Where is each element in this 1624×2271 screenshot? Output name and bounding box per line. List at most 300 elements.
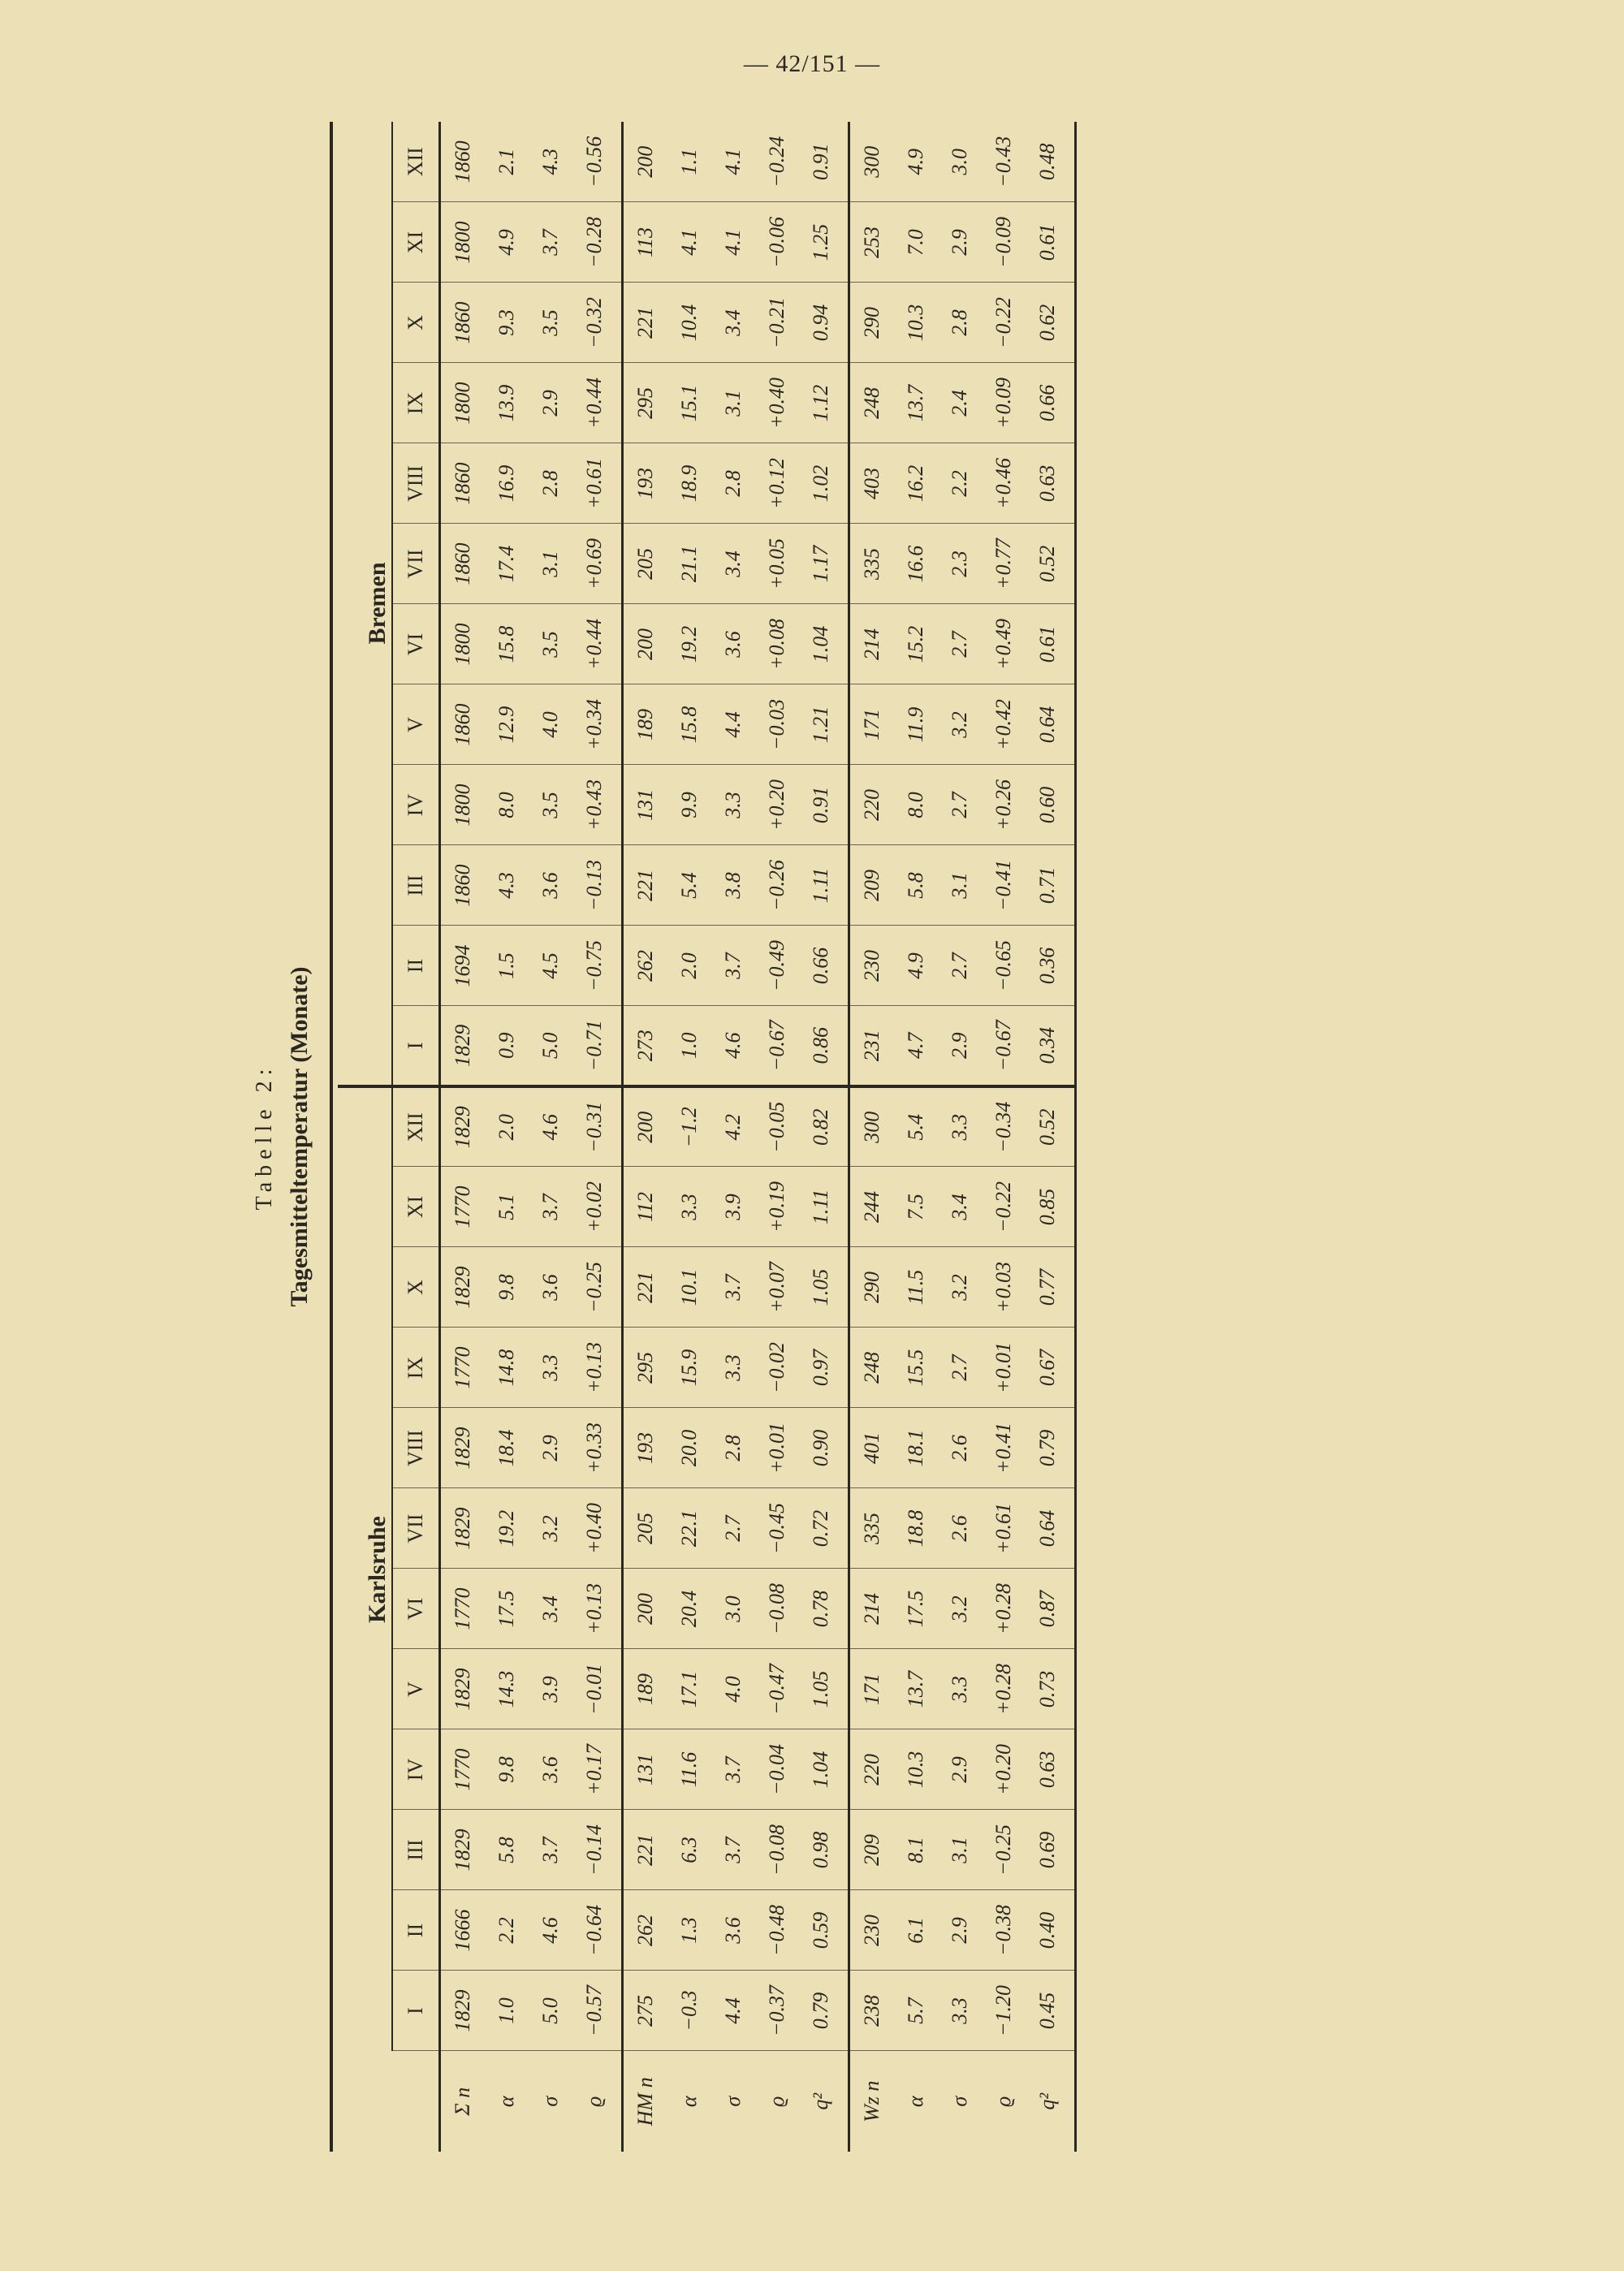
month-header-spacer bbox=[392, 2051, 440, 2152]
cell-bremen: 0.34 bbox=[1026, 1006, 1076, 1086]
cell-bremen: −0.09 bbox=[982, 202, 1026, 283]
section-label-hm: HM bbox=[633, 2092, 657, 2126]
cell-karlsruhe: 171 bbox=[849, 1649, 895, 1729]
cell-bremen: 221 bbox=[623, 845, 668, 926]
station-karlsruhe: Karlsruhe bbox=[338, 1086, 392, 2051]
cell-karlsruhe: −0.02 bbox=[755, 1328, 799, 1408]
cell-karlsruhe: 230 bbox=[849, 1890, 895, 1971]
cell-karlsruhe: +0.28 bbox=[982, 1569, 1026, 1649]
cell-karlsruhe: 1770 bbox=[440, 1328, 486, 1408]
cell-bremen: 1800 bbox=[440, 202, 486, 283]
cell-bremen: 2.2 bbox=[938, 443, 982, 524]
cell-bremen: −0.56 bbox=[572, 122, 623, 202]
cell-bremen: +0.44 bbox=[572, 363, 623, 443]
cell-bremen: 3.8 bbox=[711, 845, 755, 926]
cell-bremen: −0.49 bbox=[755, 926, 799, 1006]
row-symbol: α bbox=[677, 2096, 701, 2108]
table-row bbox=[623, 122, 668, 2152]
cell-karlsruhe: 2.7 bbox=[938, 1328, 982, 1408]
cell-bremen: −0.65 bbox=[982, 926, 1026, 1006]
cell-bremen: 15.8 bbox=[667, 684, 711, 765]
cell-karlsruhe: 5.8 bbox=[485, 1810, 529, 1890]
cell-bremen: 220 bbox=[849, 765, 895, 845]
cell-bremen: 3.5 bbox=[529, 765, 572, 845]
month-header-bremen-VII: VII bbox=[392, 524, 440, 604]
month-header-bremen-VIII: VIII bbox=[392, 443, 440, 524]
cell-karlsruhe: 205 bbox=[623, 1488, 668, 1569]
cell-karlsruhe: 214 bbox=[849, 1569, 895, 1649]
cell-karlsruhe: −0.14 bbox=[572, 1810, 623, 1890]
row-label-hm bbox=[799, 2051, 849, 2152]
cell-bremen: 1.25 bbox=[799, 202, 849, 283]
cell-karlsruhe: 1829 bbox=[440, 1247, 486, 1328]
cell-bremen: 2.7 bbox=[938, 926, 982, 1006]
cell-karlsruhe: 4.6 bbox=[529, 1890, 572, 1971]
cell-bremen: 0.60 bbox=[1026, 765, 1076, 845]
cell-bremen: 1860 bbox=[440, 443, 486, 524]
cell-karlsruhe: 0.97 bbox=[799, 1328, 849, 1408]
row-label-wz bbox=[1026, 2051, 1076, 2152]
cell-karlsruhe: 200 bbox=[623, 1569, 668, 1649]
cell-karlsruhe: 0.59 bbox=[799, 1890, 849, 1971]
row-symbol: q² bbox=[1035, 2092, 1059, 2110]
cell-bremen: 2.9 bbox=[529, 363, 572, 443]
cell-karlsruhe: 9.8 bbox=[485, 1729, 529, 1810]
cell-bremen: 19.2 bbox=[667, 604, 711, 684]
cell-bremen: 221 bbox=[623, 283, 668, 363]
cell-bremen: 200 bbox=[623, 122, 668, 202]
table-row bbox=[485, 122, 529, 2152]
cell-karlsruhe: −0.57 bbox=[572, 1971, 623, 2051]
cell-bremen: 1.21 bbox=[799, 684, 849, 765]
cell-bremen: 209 bbox=[849, 845, 895, 926]
cell-bremen: 15.8 bbox=[485, 604, 529, 684]
cell-karlsruhe: 1.05 bbox=[799, 1649, 849, 1729]
cell-karlsruhe: +0.33 bbox=[572, 1408, 623, 1488]
cell-karlsruhe: 1829 bbox=[440, 1971, 486, 2051]
cell-bremen: 3.5 bbox=[529, 283, 572, 363]
row-symbol: α bbox=[904, 2096, 927, 2108]
cell-karlsruhe: 17.5 bbox=[894, 1569, 938, 1649]
temperature-table bbox=[330, 122, 1080, 2152]
cell-bremen: 10.3 bbox=[894, 283, 938, 363]
row-label-sigma bbox=[440, 2051, 486, 2152]
cell-karlsruhe: +0.13 bbox=[572, 1569, 623, 1649]
cell-karlsruhe: 1.05 bbox=[799, 1247, 849, 1328]
cell-karlsruhe: +0.07 bbox=[755, 1247, 799, 1328]
month-header-karlsruhe-VII: VII bbox=[392, 1488, 440, 1569]
row-label-wz bbox=[938, 2051, 982, 2152]
cell-bremen: 3.3 bbox=[711, 765, 755, 845]
cell-karlsruhe: +0.61 bbox=[982, 1488, 1026, 1569]
cell-karlsruhe: −0.22 bbox=[982, 1167, 1026, 1247]
cell-bremen: 2.9 bbox=[938, 1006, 982, 1086]
table-row bbox=[711, 122, 755, 2152]
cell-karlsruhe: 10.3 bbox=[894, 1729, 938, 1810]
cell-bremen: −0.03 bbox=[755, 684, 799, 765]
cell-bremen: 1.12 bbox=[799, 363, 849, 443]
station-bremen: Bremen bbox=[338, 122, 392, 1086]
cell-karlsruhe: +0.13 bbox=[572, 1328, 623, 1408]
cell-karlsruhe: 1.04 bbox=[799, 1729, 849, 1810]
month-header-karlsruhe-XI: XI bbox=[392, 1167, 440, 1247]
row-symbol: ϱ bbox=[765, 2096, 788, 2107]
cell-karlsruhe: 3.9 bbox=[529, 1649, 572, 1729]
cell-bremen: −0.43 bbox=[982, 122, 1026, 202]
cell-karlsruhe: 1829 bbox=[440, 1086, 486, 1167]
cell-bremen: 11.9 bbox=[894, 684, 938, 765]
month-header-karlsruhe-VI: VI bbox=[392, 1569, 440, 1649]
month-header-bremen-VI: VI bbox=[392, 604, 440, 684]
row-symbol: n bbox=[860, 2080, 883, 2092]
cell-bremen: 15.1 bbox=[667, 363, 711, 443]
cell-bremen: 4.3 bbox=[485, 845, 529, 926]
cell-karlsruhe: 2.2 bbox=[485, 1890, 529, 1971]
cell-karlsruhe: 14.8 bbox=[485, 1328, 529, 1408]
row-label-wz bbox=[894, 2051, 938, 2152]
cell-karlsruhe: −0.64 bbox=[572, 1890, 623, 1971]
cell-bremen: 290 bbox=[849, 283, 895, 363]
cell-bremen: +0.69 bbox=[572, 524, 623, 604]
row-symbol: n bbox=[451, 2087, 474, 2098]
cell-karlsruhe: 15.9 bbox=[667, 1328, 711, 1408]
cell-bremen: 2.7 bbox=[938, 604, 982, 684]
row-symbol: σ bbox=[948, 2096, 971, 2107]
cell-karlsruhe: 3.3 bbox=[938, 1971, 982, 2051]
cell-karlsruhe: 3.6 bbox=[711, 1890, 755, 1971]
cell-bremen: 273 bbox=[623, 1006, 668, 1086]
cell-karlsruhe: 401 bbox=[849, 1408, 895, 1488]
cell-karlsruhe: 5.1 bbox=[485, 1167, 529, 1247]
cell-bremen: +0.40 bbox=[755, 363, 799, 443]
cell-bremen: −0.13 bbox=[572, 845, 623, 926]
table-body bbox=[440, 122, 1076, 2152]
cell-karlsruhe: 193 bbox=[623, 1408, 668, 1488]
cell-karlsruhe: 19.2 bbox=[485, 1488, 529, 1569]
cell-karlsruhe: +0.19 bbox=[755, 1167, 799, 1247]
cell-bremen: −0.06 bbox=[755, 202, 799, 283]
cell-bremen: 403 bbox=[849, 443, 895, 524]
cell-bremen: 17.4 bbox=[485, 524, 529, 604]
cell-bremen: 1860 bbox=[440, 122, 486, 202]
cell-bremen: 1829 bbox=[440, 1006, 486, 1086]
cell-bremen: 4.1 bbox=[711, 122, 755, 202]
row-label-hm bbox=[711, 2051, 755, 2152]
cell-bremen: +0.26 bbox=[982, 765, 1026, 845]
cell-karlsruhe: 3.3 bbox=[667, 1167, 711, 1247]
cell-karlsruhe: 0.63 bbox=[1026, 1729, 1076, 1810]
cell-bremen: 4.9 bbox=[894, 926, 938, 1006]
cell-karlsruhe: 10.1 bbox=[667, 1247, 711, 1328]
cell-karlsruhe: 11.6 bbox=[667, 1729, 711, 1810]
rotated-table-block bbox=[244, 122, 1380, 2152]
cell-karlsruhe: −0.08 bbox=[755, 1569, 799, 1649]
cell-bremen: +0.46 bbox=[982, 443, 1026, 524]
cell-karlsruhe: −0.37 bbox=[755, 1971, 799, 2051]
cell-karlsruhe: 3.6 bbox=[529, 1729, 572, 1810]
cell-karlsruhe: 0.69 bbox=[1026, 1810, 1076, 1890]
cell-karlsruhe: 3.2 bbox=[529, 1488, 572, 1569]
row-symbol: α bbox=[495, 2096, 518, 2108]
cell-bremen: −0.22 bbox=[982, 283, 1026, 363]
row-label-sigma bbox=[485, 2051, 529, 2152]
cell-bremen: 8.0 bbox=[485, 765, 529, 845]
cell-karlsruhe: 1.3 bbox=[667, 1890, 711, 1971]
cell-bremen: 10.4 bbox=[667, 283, 711, 363]
cell-bremen: 4.1 bbox=[711, 202, 755, 283]
cell-bremen: 2.0 bbox=[667, 926, 711, 1006]
row-symbol: ϱ bbox=[582, 2096, 606, 2107]
row-symbol: σ bbox=[721, 2096, 745, 2107]
cell-bremen: 193 bbox=[623, 443, 668, 524]
cell-bremen: 1860 bbox=[440, 283, 486, 363]
cell-bremen: 200 bbox=[623, 604, 668, 684]
cell-bremen: 0.61 bbox=[1026, 604, 1076, 684]
cell-bremen: 0.91 bbox=[799, 765, 849, 845]
cell-karlsruhe: 3.4 bbox=[938, 1167, 982, 1247]
cell-karlsruhe: 0.72 bbox=[799, 1488, 849, 1569]
cell-bremen: 7.0 bbox=[894, 202, 938, 283]
cell-karlsruhe: 0.85 bbox=[1026, 1167, 1076, 1247]
month-header-bremen-IV: IV bbox=[392, 765, 440, 845]
cell-karlsruhe: 2.9 bbox=[938, 1890, 982, 1971]
cell-karlsruhe: 300 bbox=[849, 1086, 895, 1167]
row-symbol: n bbox=[633, 2077, 657, 2088]
cell-karlsruhe: 3.2 bbox=[938, 1247, 982, 1328]
cell-karlsruhe: −0.08 bbox=[755, 1810, 799, 1890]
month-header-karlsruhe-II: II bbox=[392, 1890, 440, 1971]
cell-bremen: −0.26 bbox=[755, 845, 799, 926]
cell-karlsruhe: +0.20 bbox=[982, 1729, 1026, 1810]
cell-karlsruhe: 11.5 bbox=[894, 1247, 938, 1328]
month-header-bremen-XII: XII bbox=[392, 122, 440, 202]
cell-karlsruhe: −0.25 bbox=[982, 1810, 1026, 1890]
cell-karlsruhe: 2.9 bbox=[529, 1408, 572, 1488]
cell-karlsruhe: +0.17 bbox=[572, 1729, 623, 1810]
cell-bremen: 335 bbox=[849, 524, 895, 604]
cell-karlsruhe: 0.90 bbox=[799, 1408, 849, 1488]
cell-karlsruhe: −0.31 bbox=[572, 1086, 623, 1167]
cell-bremen: 295 bbox=[623, 363, 668, 443]
cell-karlsruhe: 2.7 bbox=[711, 1488, 755, 1569]
page-number: — 42/151 — bbox=[743, 50, 881, 77]
cell-bremen: 0.62 bbox=[1026, 283, 1076, 363]
cell-karlsruhe: 0.82 bbox=[799, 1086, 849, 1167]
cell-karlsruhe: 275 bbox=[623, 1971, 668, 2051]
month-header-bremen-X: X bbox=[392, 283, 440, 363]
cell-bremen: +0.43 bbox=[572, 765, 623, 845]
cell-bremen: +0.20 bbox=[755, 765, 799, 845]
cell-bremen: 0.94 bbox=[799, 283, 849, 363]
cell-karlsruhe: 295 bbox=[623, 1328, 668, 1408]
cell-bremen: 3.2 bbox=[938, 684, 982, 765]
cell-karlsruhe: 1829 bbox=[440, 1488, 486, 1569]
caption-label: Tabelle 2: bbox=[252, 1063, 277, 1211]
table-row bbox=[1026, 122, 1076, 2152]
cell-karlsruhe: 0.45 bbox=[1026, 1971, 1076, 2051]
cell-bremen: 230 bbox=[849, 926, 895, 1006]
cell-karlsruhe: 0.79 bbox=[1026, 1408, 1076, 1488]
cell-bremen: +0.49 bbox=[982, 604, 1026, 684]
cell-karlsruhe: 18.8 bbox=[894, 1488, 938, 1569]
cell-karlsruhe: 9.8 bbox=[485, 1247, 529, 1328]
cell-bremen: +0.44 bbox=[572, 604, 623, 684]
cell-bremen: 16.2 bbox=[894, 443, 938, 524]
cell-karlsruhe: 3.6 bbox=[529, 1247, 572, 1328]
month-header-bremen-IX: IX bbox=[392, 363, 440, 443]
row-label-wz bbox=[982, 2051, 1026, 2152]
cell-bremen: 131 bbox=[623, 765, 668, 845]
cell-karlsruhe: 2.0 bbox=[485, 1086, 529, 1167]
cell-karlsruhe: 7.5 bbox=[894, 1167, 938, 1247]
cell-bremen: 0.36 bbox=[1026, 926, 1076, 1006]
cell-karlsruhe: 4.4 bbox=[711, 1971, 755, 2051]
cell-karlsruhe: 3.7 bbox=[711, 1729, 755, 1810]
cell-karlsruhe: 3.3 bbox=[529, 1328, 572, 1408]
cell-bremen: −0.24 bbox=[755, 122, 799, 202]
cell-bremen: 248 bbox=[849, 363, 895, 443]
cell-karlsruhe: 0.98 bbox=[799, 1810, 849, 1890]
table-row bbox=[849, 122, 895, 2152]
cell-karlsruhe: +0.02 bbox=[572, 1167, 623, 1247]
cell-bremen: 1.02 bbox=[799, 443, 849, 524]
cell-karlsruhe: 335 bbox=[849, 1488, 895, 1569]
section-label-sigma: Σ bbox=[451, 2103, 474, 2116]
cell-bremen: 2.1 bbox=[485, 122, 529, 202]
cell-karlsruhe: 18.4 bbox=[485, 1408, 529, 1488]
cell-karlsruhe: 17.5 bbox=[485, 1569, 529, 1649]
cell-karlsruhe: 3.4 bbox=[529, 1569, 572, 1649]
cell-bremen: 13.7 bbox=[894, 363, 938, 443]
cell-bremen: 205 bbox=[623, 524, 668, 604]
cell-bremen: 3.4 bbox=[711, 283, 755, 363]
cell-bremen: 0.71 bbox=[1026, 845, 1076, 926]
cell-karlsruhe: 0.79 bbox=[799, 1971, 849, 2051]
cell-bremen: +0.05 bbox=[755, 524, 799, 604]
cell-bremen: 3.4 bbox=[711, 524, 755, 604]
cell-karlsruhe: 2.8 bbox=[711, 1408, 755, 1488]
cell-karlsruhe: +0.03 bbox=[982, 1247, 1026, 1328]
cell-bremen: 300 bbox=[849, 122, 895, 202]
cell-bremen: 4.1 bbox=[667, 202, 711, 283]
cell-bremen: 2.8 bbox=[938, 283, 982, 363]
month-header-row bbox=[392, 122, 440, 2152]
cell-bremen: −0.71 bbox=[572, 1006, 623, 1086]
cell-karlsruhe: 5.4 bbox=[894, 1086, 938, 1167]
cell-bremen: 214 bbox=[849, 604, 895, 684]
month-header-karlsruhe-X: X bbox=[392, 1247, 440, 1328]
cell-bremen: 253 bbox=[849, 202, 895, 283]
cell-bremen: +0.77 bbox=[982, 524, 1026, 604]
month-header-bremen-XI: XI bbox=[392, 202, 440, 283]
caption-title: Tagesmitteltemperatur (Monate) bbox=[286, 966, 313, 1307]
cell-karlsruhe: 3.7 bbox=[711, 1810, 755, 1890]
cell-bremen: 4.9 bbox=[894, 122, 938, 202]
cell-karlsruhe: 22.1 bbox=[667, 1488, 711, 1569]
cell-bremen: 1800 bbox=[440, 765, 486, 845]
cell-karlsruhe: 17.1 bbox=[667, 1649, 711, 1729]
month-header-karlsruhe-VIII: VIII bbox=[392, 1408, 440, 1488]
table-row bbox=[572, 122, 623, 2152]
cell-karlsruhe: 4.2 bbox=[711, 1086, 755, 1167]
cell-karlsruhe: 0.52 bbox=[1026, 1086, 1076, 1167]
cell-bremen: 3.6 bbox=[529, 845, 572, 926]
cell-karlsruhe: 18.1 bbox=[894, 1408, 938, 1488]
cell-bremen: 4.4 bbox=[711, 684, 755, 765]
cell-bremen: 1.17 bbox=[799, 524, 849, 604]
cell-karlsruhe: 3.3 bbox=[938, 1086, 982, 1167]
cell-bremen: −0.32 bbox=[572, 283, 623, 363]
cell-karlsruhe: 6.1 bbox=[894, 1890, 938, 1971]
cell-bremen: 1860 bbox=[440, 684, 486, 765]
cell-bremen: 16.9 bbox=[485, 443, 529, 524]
cell-karlsruhe: 221 bbox=[623, 1247, 668, 1328]
cell-karlsruhe: 3.1 bbox=[938, 1810, 982, 1890]
cell-karlsruhe: 200 bbox=[623, 1086, 668, 1167]
cell-bremen: 1.04 bbox=[799, 604, 849, 684]
cell-karlsruhe: 3.3 bbox=[938, 1649, 982, 1729]
cell-karlsruhe: 1770 bbox=[440, 1729, 486, 1810]
cell-karlsruhe: −0.01 bbox=[572, 1649, 623, 1729]
month-header-bremen-II: II bbox=[392, 926, 440, 1006]
table-row bbox=[667, 122, 711, 2152]
cell-bremen: 5.8 bbox=[894, 845, 938, 926]
cell-karlsruhe: −0.25 bbox=[572, 1247, 623, 1328]
cell-bremen: 15.2 bbox=[894, 604, 938, 684]
cell-karlsruhe: −0.47 bbox=[755, 1649, 799, 1729]
station-header-spacer bbox=[338, 2051, 392, 2152]
month-header-bremen-I: I bbox=[392, 1006, 440, 1086]
cell-karlsruhe: 3.3 bbox=[711, 1328, 755, 1408]
month-header-karlsruhe-V: V bbox=[392, 1649, 440, 1729]
cell-bremen: 21.1 bbox=[667, 524, 711, 604]
cell-karlsruhe: 248 bbox=[849, 1328, 895, 1408]
cell-bremen: 0.9 bbox=[485, 1006, 529, 1086]
cell-bremen: 5.0 bbox=[529, 1006, 572, 1086]
table-row bbox=[755, 122, 799, 2152]
cell-bremen: 1.0 bbox=[667, 1006, 711, 1086]
cell-bremen: 3.7 bbox=[711, 926, 755, 1006]
cell-bremen: 0.64 bbox=[1026, 684, 1076, 765]
cell-bremen: 2.9 bbox=[938, 202, 982, 283]
month-header-karlsruhe-III: III bbox=[392, 1810, 440, 1890]
cell-karlsruhe: 0.78 bbox=[799, 1569, 849, 1649]
cell-karlsruhe: 4.6 bbox=[529, 1086, 572, 1167]
cell-bremen: 9.9 bbox=[667, 765, 711, 845]
cell-bremen: 3.6 bbox=[711, 604, 755, 684]
row-label-hm bbox=[667, 2051, 711, 2152]
month-header-bremen-V: V bbox=[392, 684, 440, 765]
row-label-hm bbox=[623, 2051, 668, 2152]
cell-karlsruhe: 1666 bbox=[440, 1890, 486, 1971]
cell-bremen: 1.1 bbox=[667, 122, 711, 202]
cell-karlsruhe: −0.45 bbox=[755, 1488, 799, 1569]
cell-karlsruhe: 244 bbox=[849, 1167, 895, 1247]
cell-karlsruhe: 5.0 bbox=[529, 1971, 572, 2051]
cell-karlsruhe: 0.67 bbox=[1026, 1328, 1076, 1408]
cell-karlsruhe: 131 bbox=[623, 1729, 668, 1810]
cell-bremen: 1800 bbox=[440, 604, 486, 684]
cell-karlsruhe: −0.05 bbox=[755, 1086, 799, 1167]
cell-bremen: −0.67 bbox=[755, 1006, 799, 1086]
cell-bremen: +0.08 bbox=[755, 604, 799, 684]
cell-karlsruhe: 6.3 bbox=[667, 1810, 711, 1890]
cell-karlsruhe: 20.0 bbox=[667, 1408, 711, 1488]
cell-bremen: −0.21 bbox=[755, 283, 799, 363]
cell-karlsruhe: 1829 bbox=[440, 1810, 486, 1890]
cell-bremen: 2.3 bbox=[938, 524, 982, 604]
cell-bremen: 4.9 bbox=[485, 202, 529, 283]
